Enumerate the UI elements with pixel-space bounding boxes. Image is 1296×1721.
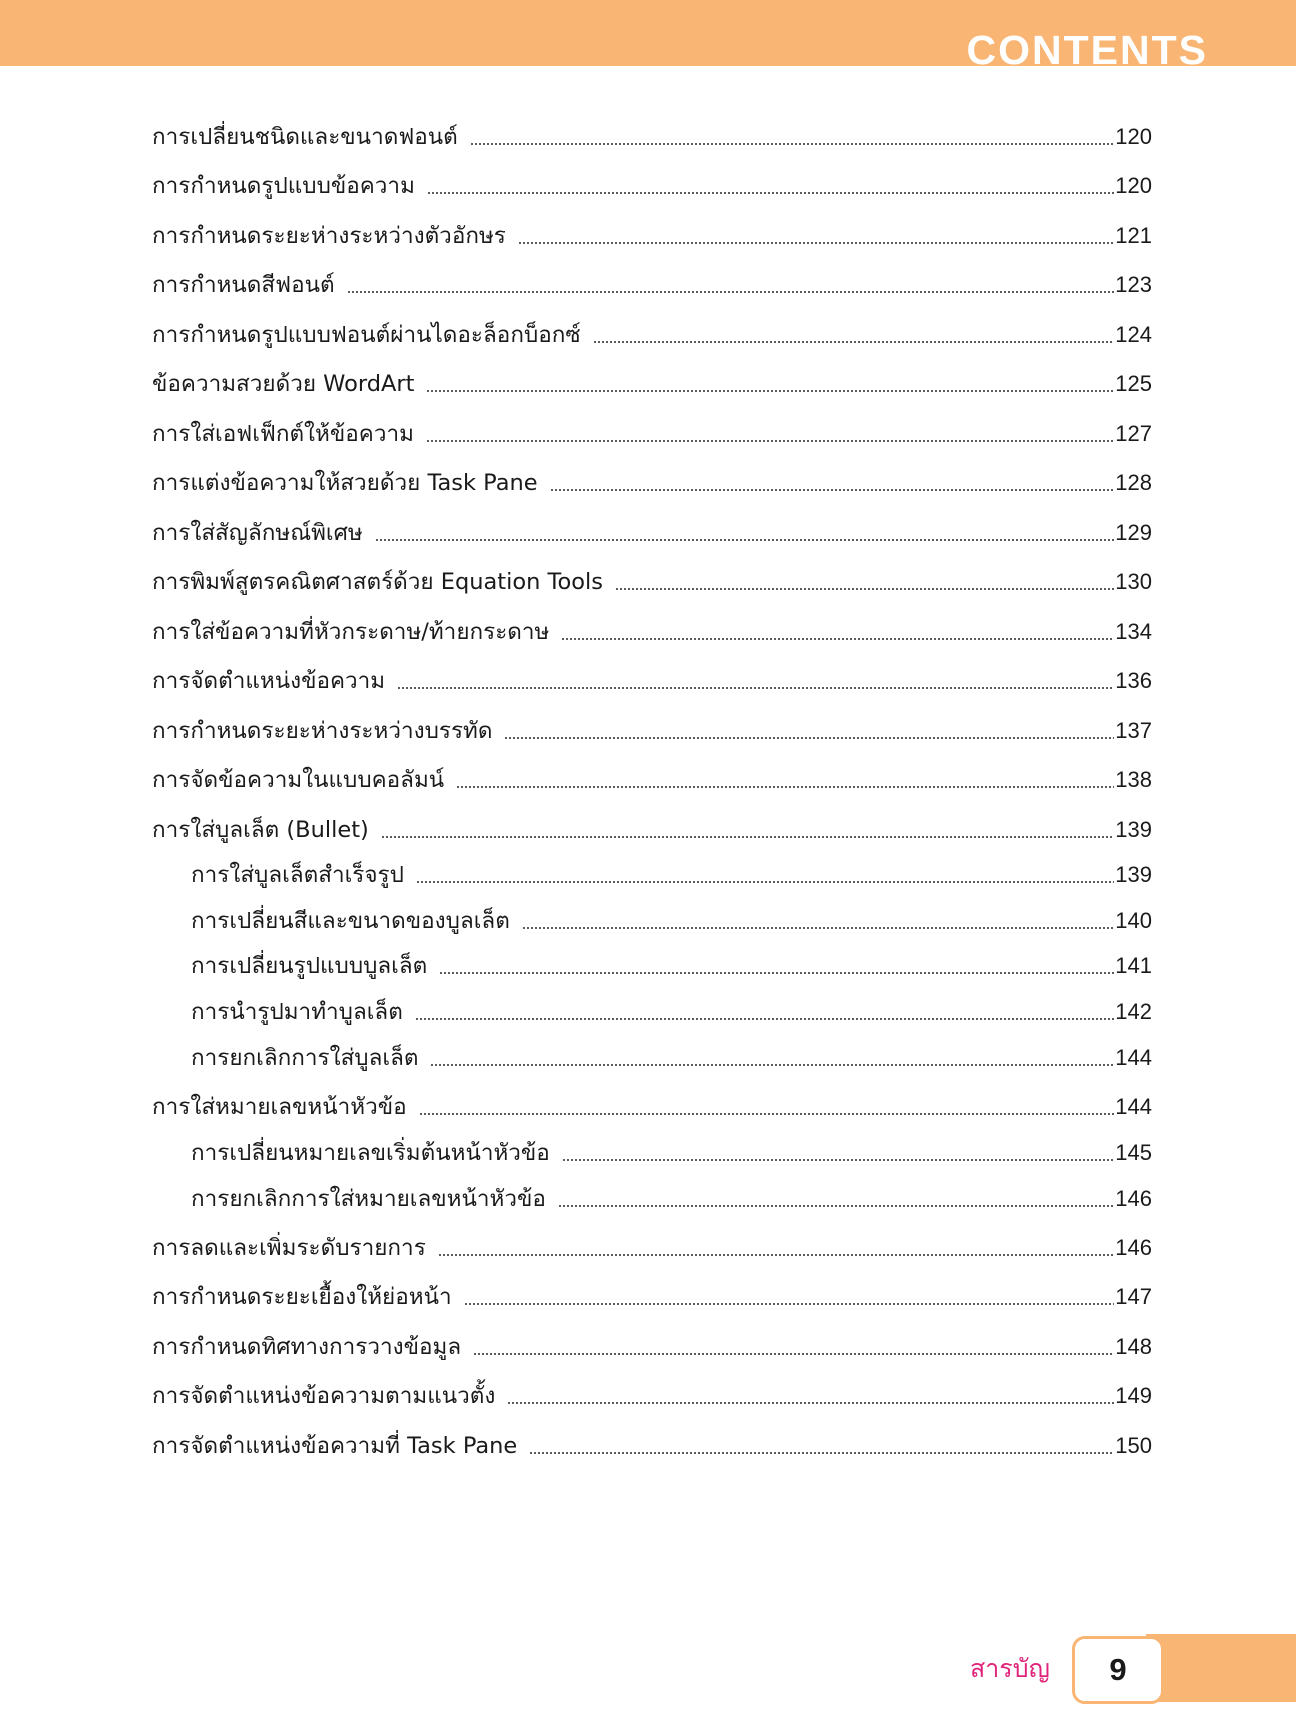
dot-leader — [415, 1018, 1114, 1020]
toc-entry-page: 138 — [1115, 767, 1152, 792]
toc-subentry[interactable] — [191, 856, 1152, 890]
toc-entry-title: การกำหนดรูปแบบข้อความ — [152, 173, 415, 199]
toc-entry[interactable] — [152, 1088, 1152, 1122]
toc-entry[interactable] — [152, 514, 1152, 548]
dot-leader — [439, 972, 1114, 974]
toc-entry-title: การเปลี่ยนสีและขนาดของบูลเล็ต — [191, 908, 510, 934]
dot-leader — [416, 881, 1114, 883]
toc-entry-page: 148 — [1115, 1334, 1152, 1359]
toc-entry[interactable] — [152, 1328, 1152, 1362]
toc-entry-page: 128 — [1115, 470, 1152, 495]
toc-entry-title: การจัดตำแหน่งข้อความตามแนวตั้ง — [152, 1383, 496, 1409]
toc-entry[interactable] — [152, 811, 1152, 845]
toc-entry-page: 146 — [1115, 1186, 1152, 1211]
dot-leader — [507, 1402, 1114, 1404]
page-title: CONTENTS — [966, 27, 1208, 73]
toc-entry-title: การใส่บูลเล็ต (Bullet) — [152, 817, 369, 843]
toc-subentry[interactable] — [191, 902, 1152, 936]
toc-entry-page: 124 — [1115, 322, 1152, 347]
toc-entry-page: 142 — [1115, 999, 1152, 1024]
dot-leader — [561, 638, 1114, 640]
dot-leader — [558, 1205, 1114, 1207]
dot-leader — [550, 489, 1115, 491]
toc-entry[interactable] — [152, 365, 1152, 399]
toc-entry-title: การจัดตำแหน่งข้อความ — [152, 668, 386, 694]
toc-entry[interactable] — [152, 1427, 1152, 1461]
toc-entry[interactable] — [152, 217, 1152, 251]
toc-entry-title: การเปลี่ยนหมายเลขเริ่มต้นหน้าหัวข้อ — [191, 1140, 550, 1166]
dot-leader — [456, 786, 1114, 788]
toc-subentry[interactable] — [191, 1134, 1152, 1168]
dot-leader — [381, 836, 1114, 838]
toc-entry-page: 123 — [1115, 272, 1152, 297]
toc-entry-title: การกำหนดทิศทางการวางข้อมูล — [152, 1334, 462, 1360]
toc-entry[interactable] — [152, 1278, 1152, 1312]
toc-entry-title: การกำหนดรูปแบบฟอนต์ผ่านไดอะล็อกบ็อกซ์ — [152, 322, 581, 348]
toc-entry-title: การจัดข้อความในแบบคอลัมน์ — [152, 767, 445, 793]
dot-leader — [529, 1452, 1114, 1454]
dot-leader — [562, 1159, 1114, 1161]
toc-entry-page: 134 — [1115, 619, 1152, 644]
toc-entry-page: 120 — [1115, 173, 1152, 198]
toc-entry-title: การใส่บูลเล็ตสำเร็จรูป — [191, 862, 404, 888]
toc-entry-title: การเปลี่ยนชนิดและขนาดฟอนต์ — [152, 124, 458, 150]
toc-entry-title: การนำรูปมาทำบูลเล็ต — [191, 999, 403, 1025]
page-number: 9 — [1109, 1652, 1127, 1687]
toc-entry-page: 121 — [1115, 223, 1152, 248]
toc-entry-page: 149 — [1115, 1383, 1152, 1408]
toc-entry-title: การกำหนดระยะห่างระหว่างตัวอักษร — [152, 223, 506, 249]
dot-leader — [426, 440, 1114, 442]
toc-entry[interactable] — [152, 613, 1152, 647]
dot-leader — [470, 143, 1115, 145]
toc-entry-page: 147 — [1115, 1284, 1152, 1309]
dot-leader — [347, 291, 1115, 293]
toc-entry-title: การลดและเพิ่มระดับรายการ — [152, 1235, 426, 1261]
toc-entry-title: การเปลี่ยนรูปแบบบูลเล็ต — [191, 953, 428, 979]
toc-entry-page: 129 — [1115, 520, 1152, 545]
dot-leader — [419, 1113, 1115, 1115]
toc-entry[interactable] — [152, 464, 1152, 498]
dot-leader — [464, 1303, 1115, 1305]
toc-entry-title: การกำหนดระยะห่างระหว่างบรรทัด — [152, 718, 493, 744]
dot-leader — [438, 1254, 1115, 1256]
toc-entry-title: การใส่สัญลักษณ์พิเศษ — [152, 520, 363, 546]
toc-entry-page: 139 — [1115, 817, 1152, 842]
dot-leader — [430, 1064, 1114, 1066]
toc-entry-page: 145 — [1115, 1140, 1152, 1165]
toc-subentry[interactable] — [191, 1039, 1152, 1073]
toc-entry-page: 141 — [1115, 953, 1152, 978]
dot-leader — [593, 341, 1115, 343]
dot-leader — [473, 1353, 1114, 1355]
toc-entry-title: การใส่หมายเลขหน้าหัวข้อ — [152, 1094, 407, 1120]
toc-entry-title: การยกเลิกการใส่บูลเล็ต — [191, 1045, 419, 1071]
toc-entry-page: 139 — [1115, 862, 1152, 887]
dot-leader — [518, 242, 1114, 244]
toc-entry-page: 130 — [1115, 569, 1152, 594]
toc-entry-title: ข้อความสวยด้วย WordArt — [152, 371, 415, 397]
toc-entry[interactable] — [152, 167, 1152, 201]
toc-entry[interactable] — [152, 563, 1152, 597]
dot-leader — [426, 390, 1114, 392]
toc-entry-title: การใส่เอฟเฟ็กต์ให้ข้อความ — [152, 421, 414, 447]
toc-entry[interactable] — [152, 662, 1152, 696]
dot-leader — [522, 927, 1114, 929]
dot-leader — [615, 588, 1114, 590]
dot-leader — [427, 192, 1114, 194]
toc-entry-title: การกำหนดสีฟอนต์ — [152, 272, 335, 298]
toc-entry-title: การแต่งข้อความให้สวยด้วย Task Pane — [152, 470, 538, 496]
toc-entry-page: 144 — [1115, 1045, 1152, 1070]
page-number-box — [1072, 1636, 1164, 1704]
toc-entry-page: 137 — [1115, 718, 1152, 743]
header-band — [0, 0, 1296, 73]
toc-entry[interactable] — [152, 1229, 1152, 1263]
toc-entry-title: การกำหนดระยะเยื้องให้ย่อหน้า — [152, 1284, 452, 1310]
toc-subentry[interactable] — [191, 1180, 1152, 1214]
dot-leader — [504, 737, 1114, 739]
toc-entry[interactable] — [152, 1377, 1152, 1411]
footer-band — [1146, 1634, 1296, 1702]
toc-entry[interactable] — [152, 712, 1152, 746]
toc-entry[interactable] — [152, 316, 1152, 350]
toc-entry[interactable] — [152, 118, 1152, 152]
toc-entry[interactable] — [152, 761, 1152, 795]
toc-entry-title: การยกเลิกการใส่หมายเลขหน้าหัวข้อ — [191, 1186, 546, 1212]
toc-entry-page: 136 — [1115, 668, 1152, 693]
toc-subentry[interactable] — [191, 993, 1152, 1027]
toc-subentry[interactable] — [191, 947, 1152, 981]
toc-entry-page: 146 — [1115, 1235, 1152, 1260]
toc-entry-page: 144 — [1115, 1094, 1152, 1119]
toc-entry-page: 150 — [1115, 1433, 1152, 1458]
toc-entry[interactable] — [152, 266, 1152, 300]
toc-entry[interactable] — [152, 415, 1152, 449]
dot-leader — [397, 687, 1114, 689]
toc-entry-title: การพิมพ์สูตรคณิตศาสตร์ด้วย Equation Tools — [152, 569, 603, 595]
footer-section-label: สารบัญ — [970, 1654, 1050, 1683]
toc-entry-page: 120 — [1115, 124, 1152, 149]
toc-entry-title: การจัดตำแหน่งข้อความที่ Task Pane — [152, 1433, 518, 1459]
toc-entry-page: 140 — [1115, 908, 1152, 933]
toc-entry-page: 127 — [1115, 421, 1152, 446]
toc-entry-page: 125 — [1115, 371, 1152, 396]
toc-entry-title: การใส่ข้อความที่หัวกระดาษ/ท้ายกระดาษ — [152, 619, 550, 645]
dot-leader — [375, 539, 1115, 541]
